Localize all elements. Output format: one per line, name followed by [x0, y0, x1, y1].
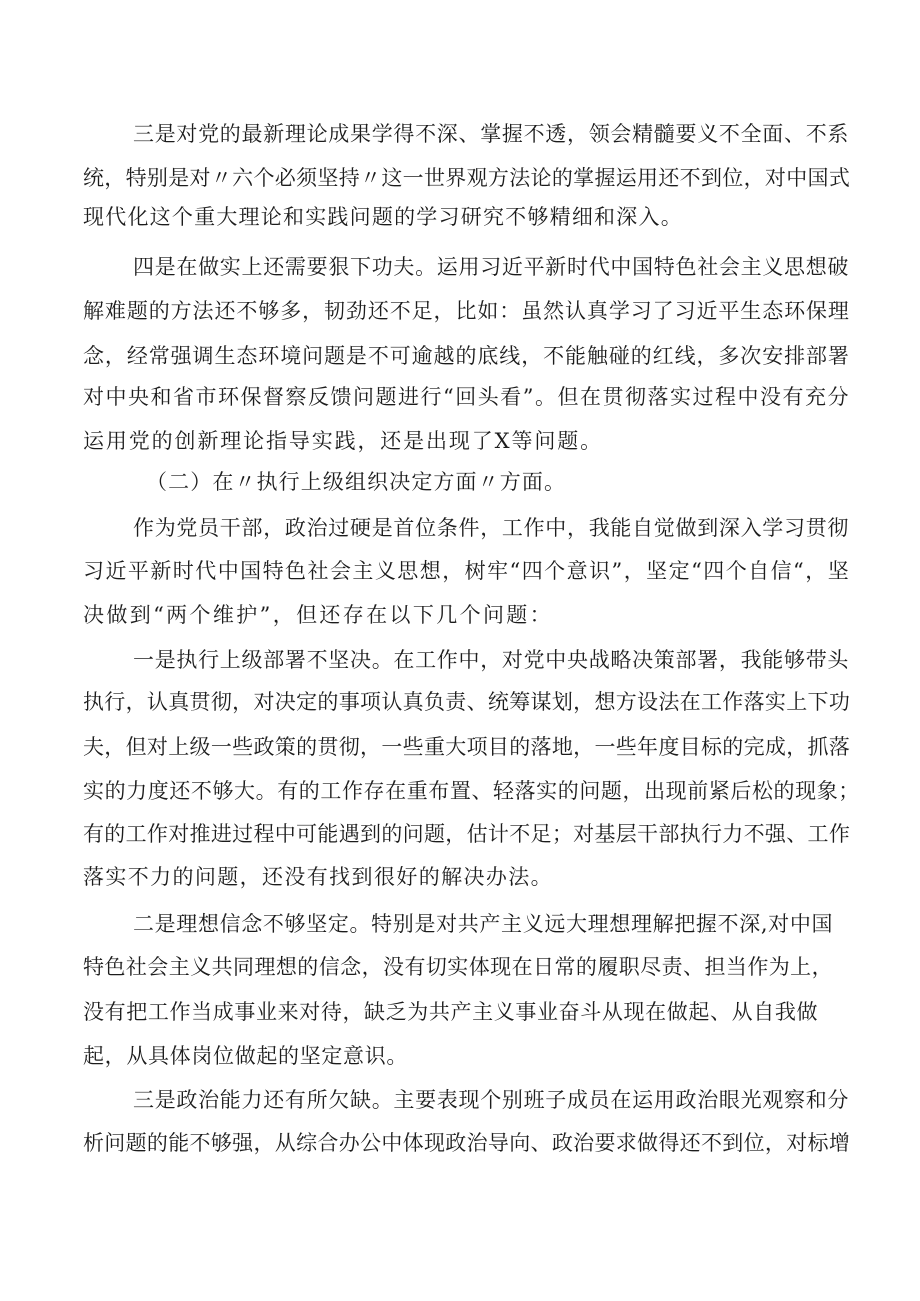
text-line: 四是在做实上还需要狠下功夫。运用习近平新时代中国特色社会主义思想破 — [133, 255, 849, 279]
text-line: 夫，但对上级一些政策的贯彻，一些重大项目的落地，一些年度目标的完成，抓落 — [83, 735, 850, 759]
text-line: 起，从具体岗位做起的坚定意识。 — [83, 1044, 408, 1068]
text-line: 念，经常强调生态环境问题是不可逾越的底线，不能触碰的红线，多次安排部署 — [83, 344, 850, 368]
text-line: 作为党员干部，政治过硬是首位条件，工作中，我能自觉做到深入学习贯彻 — [133, 516, 849, 540]
text-line: 习近平新时代中国特色社会主义思想，树牢“四个意识”，坚定“四个自信“，坚 — [83, 559, 850, 583]
text-line: 执行，认真贯彻，对决定的事项认真负责、统筹谋划，想方设法在工作落实上下功 — [83, 690, 850, 714]
text-line: 落实不力的问题，还没有找到很好的解决办法。 — [83, 865, 553, 889]
text-line: 实的力度还不够大。有的工作存在重布置、轻落实的问题，出现前紧后松的现象； — [83, 779, 860, 803]
text-line: 对中央和省市环保督察反馈问题进行“回头看”。但在贯彻落实过程中没有充分 — [83, 385, 850, 409]
text-line: 三是对党的最新理论成果学得不深、掌握不透，领会精髓要义不全面、不系 — [133, 122, 849, 146]
section-heading: （二）在〃执行上级组织决定方面〃方面。 — [146, 470, 566, 494]
text-line: 有的工作对推进过程中可能遇到的问题，估计不足；对基层干部执行力不强、工作 — [83, 822, 850, 846]
text-line: 决做到“两个维护”，但还存在以下几个问题： — [83, 603, 553, 627]
text-line: 特色社会主义共同理想的信念，没有切实体现在日常的履职尽责、担当作为上， — [83, 955, 833, 979]
text-line: 一是执行上级部署不坚决。在工作中，对党中央战略决策部署，我能够带头 — [133, 648, 849, 672]
text-line: 解难题的方法还不够多，韧劲还不足，比如：虽然认真学习了习近平生态环保理 — [83, 299, 850, 323]
text-line: 没有把工作当成事业来对待，缺乏为共产主义事业奋斗从现在做起、从自我做 — [83, 1000, 818, 1024]
text-line: 二是理想信念不够坚定。特别是对共产主义远大理想理解把握不深,对中国 — [133, 912, 833, 936]
text-line: 现代化这个重大理论和实践问题的学习研究不够精细和深入。 — [83, 205, 683, 229]
text-line: 统，特别是对〃六个必须坚持〃这一世界观方法论的掌握运用还不到位，对中国式 — [83, 166, 850, 190]
text-line: 析问题的能不够强，从综合办公中体现政治导向、政治要求做得还不到位，对标增 — [83, 1131, 850, 1155]
text-line: 运用党的创新理论指导实践，还是出现了X等问题。 — [83, 429, 603, 453]
text-line: 三是政治能力还有所欠缺。主要表现个别班子成员在运用政治眼光观察和分 — [133, 1088, 849, 1112]
